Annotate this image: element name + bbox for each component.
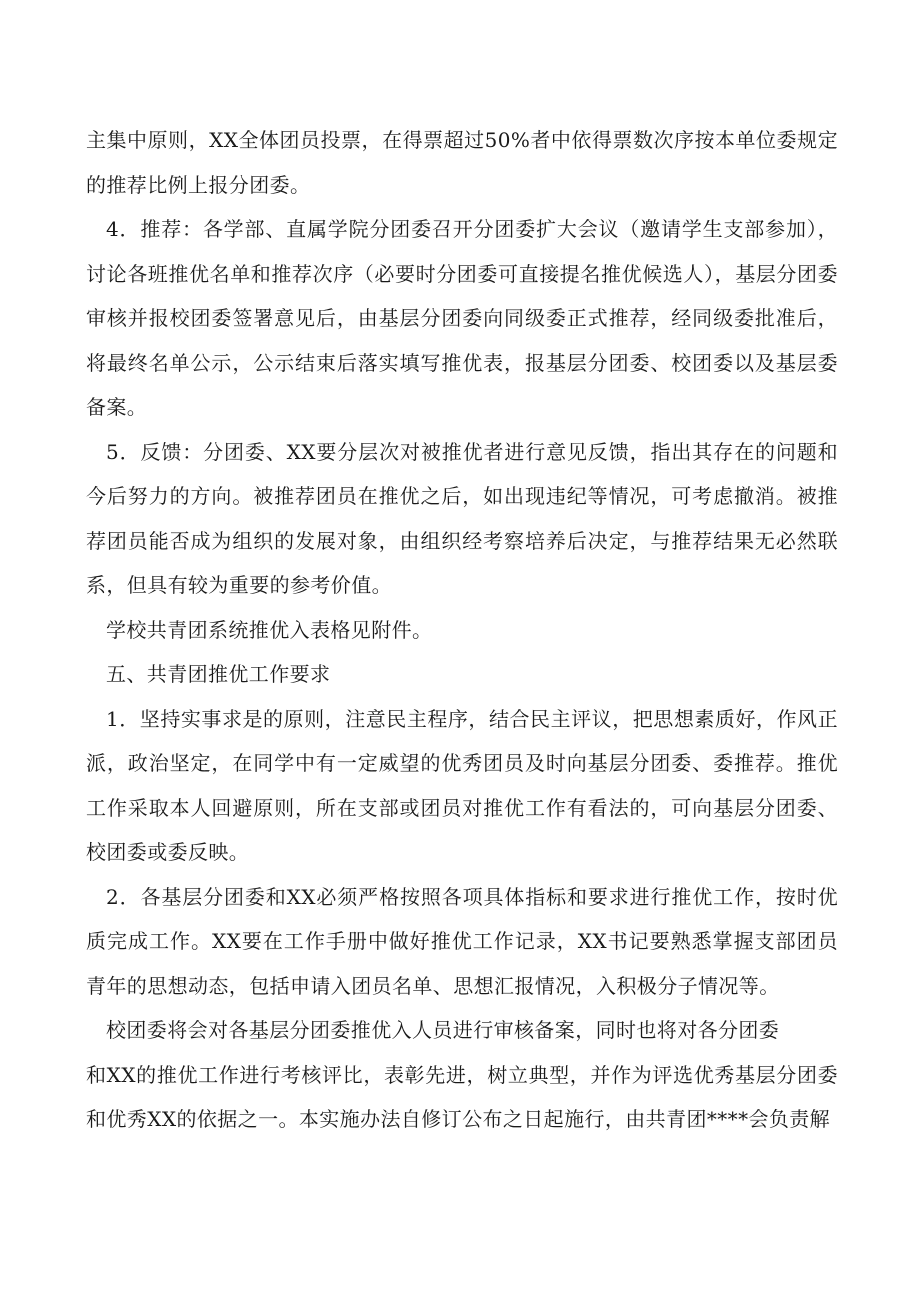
paragraph-attachment-note: 学校共青团系统推优入表格见附件。 xyxy=(106,617,433,642)
paragraph-audit-line-2: 和XX的推优工作进行考核评比，表彰先进，树立典型，并作为评选优秀基层分团委和优秀XX的依据之一。本实施办法自修订公布之日起施行，由共青团****会负责解 xyxy=(86,1062,838,1131)
paragraph-item-5-feedback: 5．反馈：分团委、XX要分层次对被推优者进行意见反馈，指出其存在的问题和今后努力的方向。被推荐团员在推优之后，如出现违纪等情况，可考虑撤消。被推荐团员能否成为组织的发展对象，由组织经考察培养后决定，与推荐结果无必然联系，但具有较为重要的参考价值。 xyxy=(86,439,838,597)
paragraph-item-4-recommendation: 4．推荐：各学部、直属学院分团委召开分团委扩大会议（邀请学生支部参加），讨论各班推优名单和推荐次序（必要时分团委可直接提名推优候选人），基层分团委审核并报校团委签署意见后，由基层分团委向同级委正式推荐，经同级委批准后，将最终名单公示，公示结束后落实填写推优表，报基层分团委、校团委以及基层委备案。 xyxy=(86,217,838,419)
document-body xyxy=(86,118,838,1142)
paragraph-continuation: 主集中原则，XX全体团员投票，在得票超过50%者中依得票数次序按本单位委规定的推荐比例上报分团委。 xyxy=(86,128,838,197)
paragraph-requirement-2: 2．各基层分团委和XX必须严格按照各项具体指标和要求进行推优工作，按时优质完成工作。XX要在工作手册中做好推优工作记录，XX书记要熟悉掌握支部团员青年的思想动态，包括申请入团员名单、思想汇报情况，入积极分子情况等。 xyxy=(86,884,838,998)
section-title-requirements: 五、共青团推优工作要求 xyxy=(106,662,331,686)
paragraph-audit-line-1: 校团委将会对各基层分团委推优入人员进行审核备案，同时也将对各分团委 xyxy=(106,1018,780,1042)
paragraph-requirement-1: 1．坚持实事求是的原则，注意民主程序，结合民主评议，把思想素质好，作风正派，政治坚定，在同学中有一定威望的优秀团员及时向基层分团委、委推荐。推优工作采取本人回避原则，所在支部或团员对推优工作有看法的，可向基层分团委、校团委或委反映。 xyxy=(86,706,838,864)
